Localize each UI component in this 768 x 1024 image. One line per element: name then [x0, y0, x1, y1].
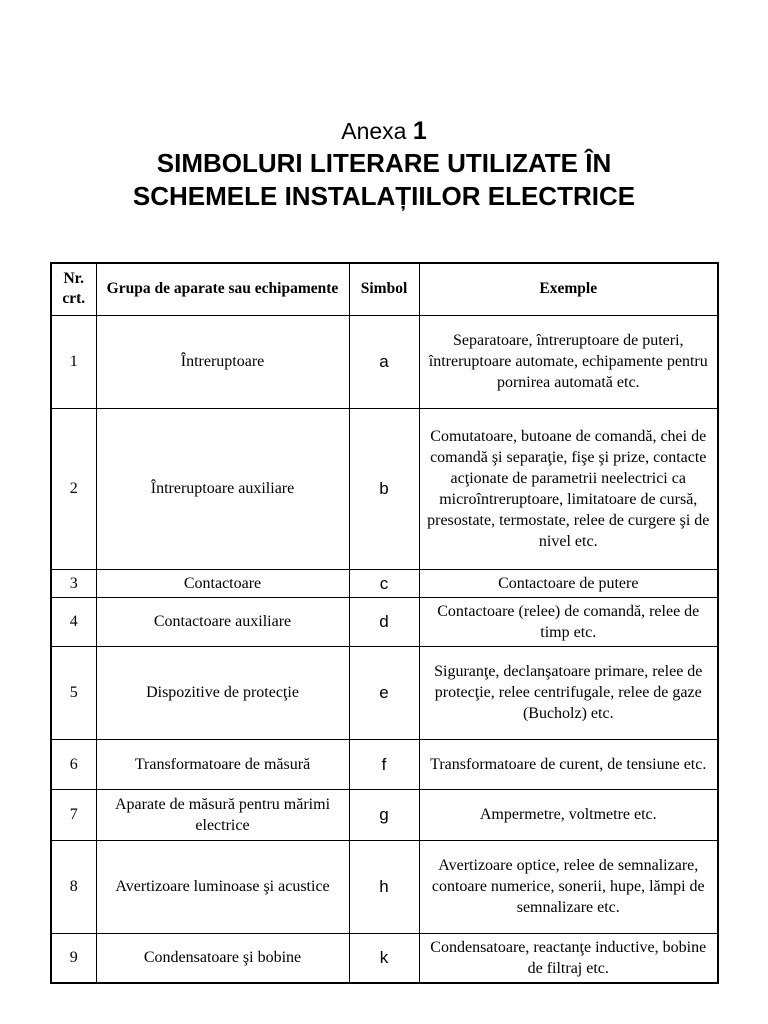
- table-row: [51, 646, 718, 739]
- row-number: 9: [51, 933, 96, 983]
- title-line-2: SCHEMELE INSTALAȚIILOR ELECTRICE: [132, 181, 636, 211]
- column-header-examples: Exemple: [419, 263, 718, 315]
- table-row: [51, 933, 718, 983]
- row-group: Condensatoare şi bobine: [96, 933, 349, 983]
- row-group: Contactoare: [96, 569, 349, 597]
- row-symbol: g: [349, 789, 419, 840]
- row-examples: Avertizoare optice, relee de semnalizare, contoare numerice, sonerii, hupe, lămpi de semnalizare etc.: [419, 840, 718, 933]
- column-header-nr: Nr. crt.: [51, 263, 96, 315]
- symbols-table: [50, 262, 719, 984]
- table-row: [51, 408, 718, 569]
- row-examples: Contactoare (relee) de comandă, relee de timp etc.: [419, 597, 718, 646]
- row-examples: Siguranţe, declanşatoare primare, relee de protecţie, relee centrifugale, relee de gaze (Bucholz) etc.: [419, 646, 718, 739]
- row-symbol: c: [349, 569, 419, 597]
- table-row: [51, 739, 718, 789]
- annex-label: [0, 114, 768, 148]
- row-number: 6: [51, 739, 96, 789]
- row-symbol: f: [349, 739, 419, 789]
- row-number: 5: [51, 646, 96, 739]
- row-group: Avertizoare luminoase şi acustice: [96, 840, 349, 933]
- row-number: 1: [51, 315, 96, 408]
- row-symbol: k: [349, 933, 419, 983]
- row-examples: Transformatoare de curent, de tensiune etc.: [419, 739, 718, 789]
- row-group: Aparate de măsură pentru mărimi electrice: [96, 789, 349, 840]
- row-number: 2: [51, 408, 96, 569]
- page-title: [0, 147, 768, 213]
- row-symbol: h: [349, 840, 419, 933]
- row-group: Transformatoare de măsură: [96, 739, 349, 789]
- row-examples: Separatoare, întreruptoare de puteri, întreruptoare automate, echipamente pentru pornirea automată etc.: [419, 315, 718, 408]
- table-row: [51, 840, 718, 933]
- table-row: [51, 569, 718, 597]
- table-row: [51, 597, 718, 646]
- row-examples: Contactoare de putere: [419, 569, 718, 597]
- table-row: [51, 789, 718, 840]
- annex-number: 1: [412, 117, 427, 145]
- row-number: 4: [51, 597, 96, 646]
- row-examples: Comutatoare, butoane de comandă, chei de comandă şi separaţie, fişe şi prize, contacte acţionate de parametrii neelectrici ca microîntreruptoare, limitatoare de cursă, presostate, termostate, relee de curgere şi de nivel etc.: [419, 408, 718, 569]
- table-row: [51, 315, 718, 408]
- column-header-group: Grupa de aparate sau echipamente: [96, 263, 349, 315]
- row-number: 7: [51, 789, 96, 840]
- row-symbol: b: [349, 408, 419, 569]
- row-examples: Ampermetre, voltmetre etc.: [419, 789, 718, 840]
- row-symbol: d: [349, 597, 419, 646]
- row-number: 3: [51, 569, 96, 597]
- row-number: 8: [51, 840, 96, 933]
- row-group: Contactoare auxiliare: [96, 597, 349, 646]
- column-header-symbol: Simbol: [349, 263, 419, 315]
- table-header-row: [51, 263, 718, 315]
- row-group: Întreruptoare: [96, 315, 349, 408]
- row-group: Dispozitive de protecţie: [96, 646, 349, 739]
- title-line-1: SIMBOLURI LITERARE UTILIZATE ÎN: [156, 148, 612, 178]
- annex-word: Anexa: [341, 118, 407, 144]
- row-symbol: e: [349, 646, 419, 739]
- row-examples: Condensatoare, reactanţe inductive, bobine de filtraj etc.: [419, 933, 718, 983]
- row-symbol: a: [349, 315, 419, 408]
- row-group: Întreruptoare auxiliare: [96, 408, 349, 569]
